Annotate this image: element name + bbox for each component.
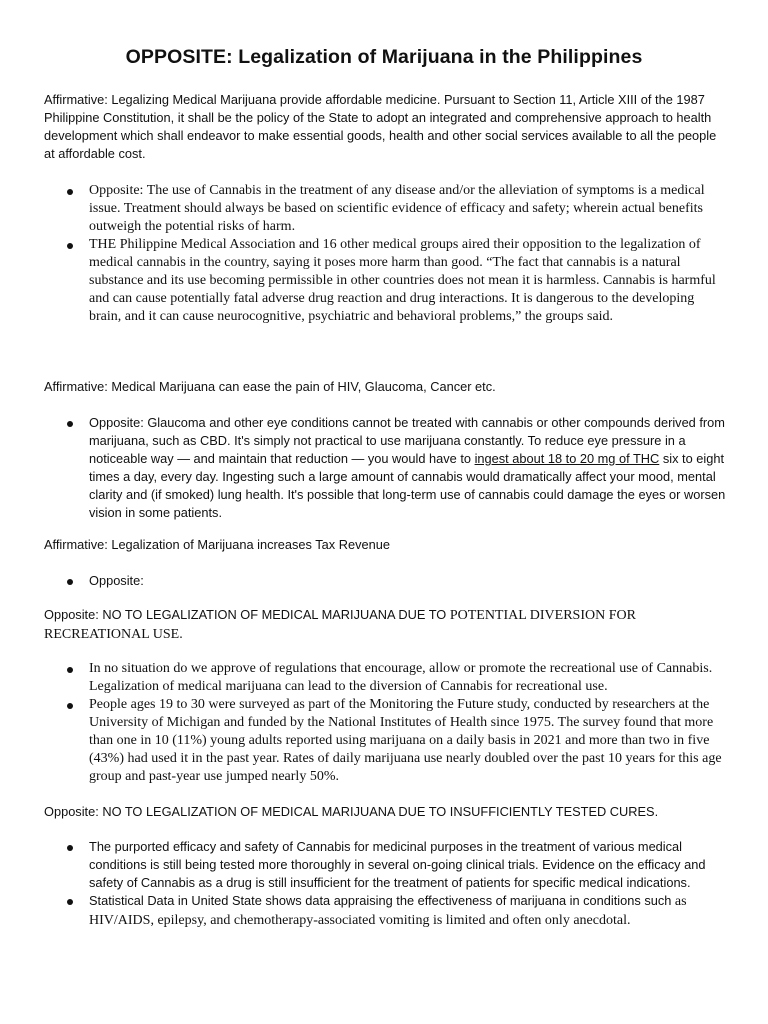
affirmative-tax-revenue: Affirmative: Legalization of Marijuana increases Tax Revenue <box>44 537 390 552</box>
bullet-icon <box>67 421 73 427</box>
pma-opposition-text: THE Philippine Medical Association and 16 other medical groups aired their opposition to the legalization of medical cannabis in the country, saying it poses more harm than good. “The fact that cannabis is a natural substance and its use becoming permissible in other countries does not mean it is harmless. Cannabis is harmful and can cause potentially fatal adverse drug reaction and drug interactions. It is dangerous to the developing brain, and it can cause neurocognitive, psychiatric and behavioral problems,” the groups said. <box>89 237 716 324</box>
list-item <box>44 892 728 930</box>
list-item <box>44 838 728 892</box>
list-item <box>44 696 728 786</box>
bullet-icon <box>67 899 73 905</box>
section5-bullet-list <box>44 838 728 930</box>
heading-recreational-diversion <box>44 606 704 644</box>
glaucoma-text-before: Opposite: Glaucoma and other eye conditions cannot be treated with cannabis or other compounds derived from marijuana, such as CBD. It's simply not practical to use marijuana constantly. To reduce eye pressure in a noticeable way — and maintain that reduction — you would have to <box>89 415 725 466</box>
list-item <box>44 660 728 696</box>
list-item <box>44 182 728 236</box>
bullet-icon <box>67 667 73 673</box>
affirmative-ease-pain: Affirmative: Medical Marijuana can ease the pain of HIV, Glaucoma, Cancer etc. <box>44 379 496 394</box>
bullet-icon <box>67 845 73 851</box>
document-title: OPPOSITE: Legalization of Marijuana in the Philippines <box>125 46 643 68</box>
statistical-data-suffix: as HIV/AIDS, epilepsy, and chemotherapy-associated vomiting is limited and often only anecdotal. <box>89 894 687 928</box>
recreational-use-text: In no situation do we approve of regulations that encourage, allow or promote the recreational use of Cannabis. Legalization of medical marijuana can lead to the diversion of Cannabis for recreational use. <box>89 661 713 694</box>
section1-bullet-list <box>44 182 728 326</box>
bullet-icon <box>67 703 73 709</box>
section3-bullet-list <box>44 572 728 590</box>
list-item <box>44 236 728 326</box>
bullet-icon <box>67 189 73 195</box>
section4-bullet-list <box>44 660 728 786</box>
efficacy-safety-text: The purported efficacy and safety of Cannabis for medicinal purposes in the treatment of various medical conditions is still being tested more thoroughly in several on-going clinical trials. Evidence on the efficacy and safety of Cannabis as a drug is still insufficient for the treatment of patients for specific medical indications. <box>89 839 706 890</box>
glaucoma-text-after: six to eight times a day, every day. Ingesting such a large amount of cannabis would dramatically affect your mood, mental clarity and (if smoked) lung health. It's possible that long-term use of cannabis could damage the eyes or worsen vision in some patients. <box>89 451 726 520</box>
list-item <box>44 414 728 522</box>
opposite-medical-issue-text: Opposite: The use of Cannabis in the treatment of any disease and/or the alleviation of symptoms is a medical issue. Treatment should always be based on scientific evidence of efficacy and safety; wherein actual benefits outweigh the potential risks of harm. <box>89 183 705 234</box>
affirmative-affordable-medicine: Affirmative: Legalizing Medical Marijuana provide affordable medicine. Pursuant to Section 11, Article XIII of the 1987 Philippine Constitution, it shall be the policy of the State to adopt an integrated and comprehensive approach to health development which shall endeavor to make essential goods, health and other social services available to all the people at affordable cost. <box>44 92 717 161</box>
heading-insufficiently-tested: Opposite: NO TO LEGALIZATION OF MEDICAL MARIJUANA DUE TO INSUFFICIENTLY TESTED CURES. <box>44 804 659 819</box>
survey-text: People ages 19 to 30 were surveyed as part of the Monitoring the Future study, conducted by researchers at the University of Michigan and funded by the National Institutes of Health since 1975. The survey found that more than one in 10 (11%) young adults reported using marijuana on a daily basis in 2021 and more than two in five (43%) had used it in the past year. Rates of daily marijuana use nearly doubled over the past 10 years for this age group and past-year use jumped nearly 50%. <box>89 697 722 784</box>
section2-bullet-list <box>44 414 728 522</box>
thc-dosage-link[interactable]: ingest about 18 to 20 mg of THC <box>474 451 660 466</box>
bullet-icon <box>67 243 73 249</box>
bullet-icon <box>67 579 73 585</box>
statistical-data-prefix: Statistical Data in United State shows data appraising the effectiveness of marijuana in conditions such <box>89 893 675 908</box>
heading-recreational-prefix: Opposite: NO TO LEGALIZATION OF MEDICAL MARIJUANA DUE TO <box>44 607 450 622</box>
heading-recreational-suffix: POTENTIAL DIVERSION FOR RECREATIONAL USE. <box>44 608 636 642</box>
opposite-empty-text: Opposite: <box>89 573 144 588</box>
list-item <box>44 572 728 590</box>
